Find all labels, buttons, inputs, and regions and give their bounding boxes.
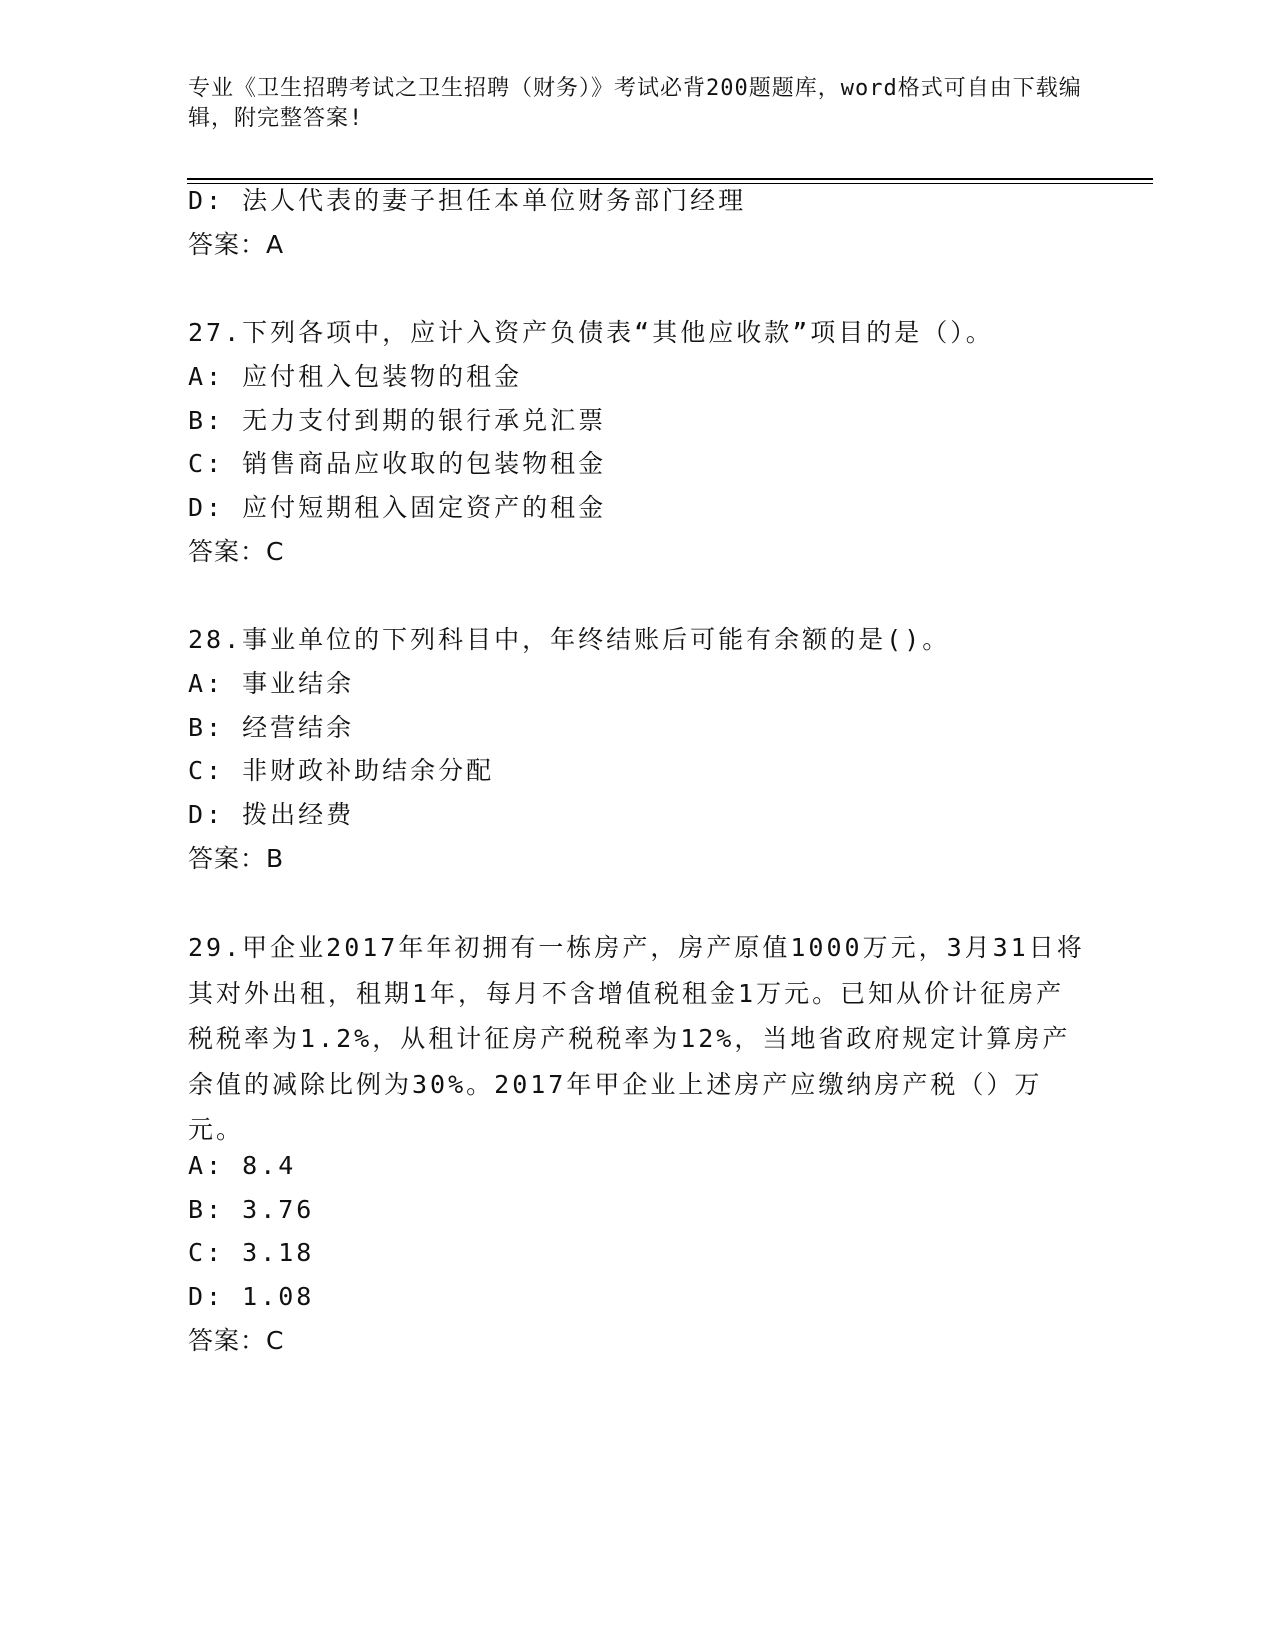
question-28-option-c: C: 非财政补助结余分配 [188, 756, 495, 785]
question-29-answer: 答案：C [188, 1326, 285, 1355]
header-divider-thick [187, 178, 1153, 180]
question-29-option-d: D: 1.08 [188, 1282, 315, 1311]
question-29-option-c: C: 3.18 [188, 1238, 315, 1267]
question-27-option-a: A: 应付租入包装物的租金 [188, 362, 523, 391]
question-27-option-d: D: 应付短期租入固定资产的租金 [188, 493, 607, 522]
document-header: 专业《卫生招聘考试之卫生招聘（财务）》考试必背200题题库，word格式可自由下载编辑，附完整答案! [188, 76, 1082, 131]
question-28-stem: 28.事业单位的下列科目中，年终结账后可能有余额的是()。 [188, 625, 951, 654]
question-28-option-a: A: 事业结余 [188, 669, 355, 698]
question-27-option-b: B: 无力支付到期的银行承兑汇票 [188, 406, 607, 435]
question-29-option-a: A: 8.4 [188, 1151, 297, 1180]
question-28-option-d: D: 拨出经费 [188, 800, 355, 829]
prev-option-d: D: 法人代表的妻子担任本单位财务部门经理 [188, 186, 747, 215]
header-divider-thin [187, 183, 1153, 184]
question-27-option-c: C: 销售商品应收取的包装物租金 [188, 449, 607, 478]
question-29-option-b: B: 3.76 [188, 1195, 315, 1224]
question-28-option-b: B: 经营结余 [188, 713, 355, 742]
prev-answer: 答案：A [188, 230, 285, 259]
question-28-answer: 答案：B [188, 844, 285, 873]
question-27-stem: 27.下列各项中，应计入资产负债表“其他应收款”项目的是（）。 [188, 318, 994, 347]
question-29-stem: 29.甲企业2017年年初拥有一栋房产，房产原值1000万元，3月31日将其对外出租，租期1年，每月不含增值税租金1万元。已知从价计征房产税税率为1.2%，从租计征房产税税率为12%，当地省政府规定计算房产余值的减除比例为30%。2017年甲企业上述房产应缴纳房产税（）万元。 [188, 933, 1085, 1144]
question-27-answer: 答案：C [188, 537, 285, 566]
